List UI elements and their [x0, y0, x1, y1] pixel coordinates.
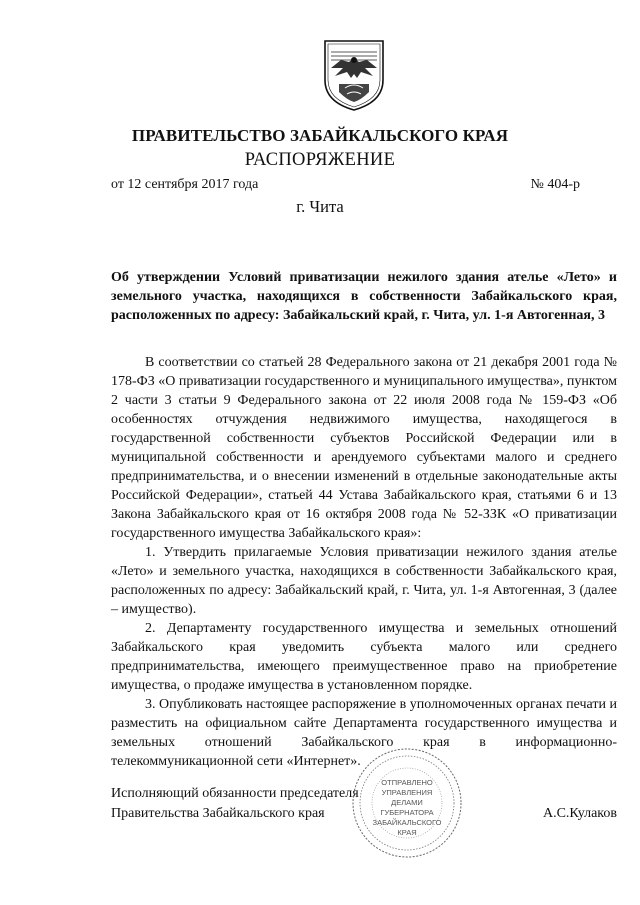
official-stamp-icon	[351, 747, 463, 859]
document-date: от 12 сентября 2017 года	[111, 177, 259, 192]
stamp-line: УПРАВЛЕНИЯ	[381, 788, 433, 797]
signatory-position-line2: Правительства Забайкальского края	[111, 806, 325, 821]
stamp-line: ГУБЕРНАТОРА	[380, 808, 434, 817]
stamp-line: КРАЯ	[397, 828, 417, 837]
document-number: № 404-р	[530, 177, 580, 192]
coat-of-arms-icon	[321, 38, 387, 112]
item-1-paragraph: 1. Утвердить прилагаемые Условия приватизации нежилого здания ателье «Лето» и земельного участка, находящихся в собственности Забайкальского края, расположенных по адресу: Забайкальский край, г. Чита, ул. 1-я Автогенная, 3 (далее – имущество).	[111, 545, 617, 617]
item-3-paragraph: 3. Опубликовать настоящее распоряжение в уполномоченных органах печати и разместить на официальном сайте Департамента государственного имущества и земельных отношений Забайкальского края в информационно-телекоммуникационной сети «Интернет».	[111, 697, 617, 769]
stamp-line: ЗАБАЙКАЛЬСКОГО	[372, 818, 442, 827]
stamp-line: ДЕЛАМИ	[391, 798, 423, 807]
signatory-name: А.С.Кулаков	[542, 806, 617, 821]
document-type: РАСПОРЯЖЕНИЕ	[244, 150, 396, 170]
item-2-paragraph: 2. Департаменту государственного имущества и земельных отношений Забайкальского края уведомить субъекта малого или среднего предпринимательства, имеющего преимущественное право на приобретение имущества, о продаже имущества в установленном порядке.	[111, 621, 617, 693]
government-title: ПРАВИТЕЛЬСТВО ЗАБАЙКАЛЬСКОГО КРАЯ	[131, 126, 509, 145]
document-body	[111, 353, 617, 771]
signatory-position-line1: Исполняющий обязанности председателя	[111, 786, 359, 801]
stamp-line: ОТПРАВЛЕНО	[381, 778, 433, 787]
preamble-paragraph: В соответствии со статьей 28 Федерального закона от 21 декабря 2001 года № 178-ФЗ «О приватизации государственного и муниципального имущества», пунктом 2 части 3 статьи 9 Федерального закона от 22 июля 2008 года № 159-ФЗ «Об особенностях отчуждения недвижимого имущества, находящегося в государственной собственности субъектов Российской Федерации или в муниципальной собственности и арендуемого субъектами малого и среднего предпринимательства, и о внесении изменений в отдельные законодательные акты Российской Федерации», статьей 44 Устава Забайкальского края, статьями 6 и 13 Закона Забайкальского края от 16 октября 2008 года № 52-ЗЗК «О приватизации государственного имущества Забайкальского края»:	[111, 355, 617, 541]
document-city: г. Чита	[296, 197, 344, 216]
document-subject: Об утверждении Условий приватизации нежилого здания ателье «Лето» и земельного участка, находящихся в собственности Забайкальского края, расположенных по адресу: Забайкальский край, г. Чита, ул. 1-я Автогенная, 3	[111, 270, 617, 323]
